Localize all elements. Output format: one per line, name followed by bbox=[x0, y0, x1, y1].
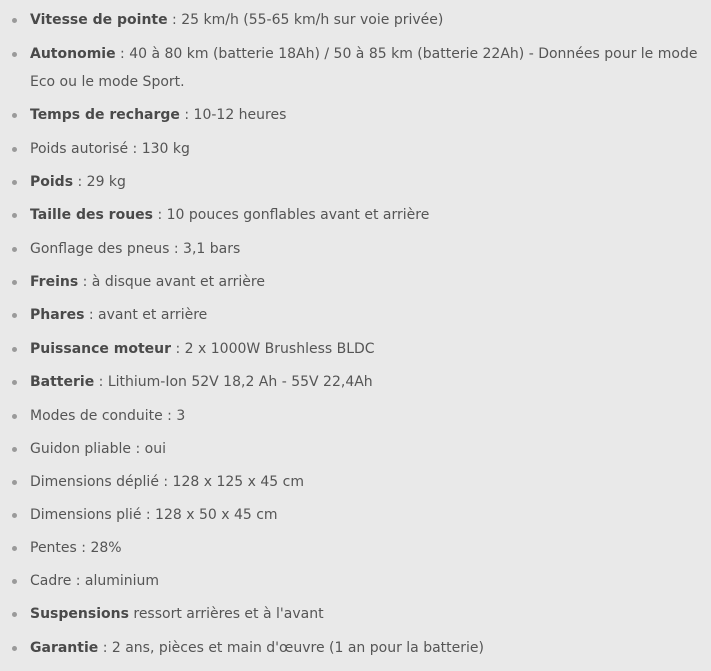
spec-label: Puissance moteur bbox=[30, 341, 172, 357]
spec-text bbox=[30, 466, 304, 499]
spec-text bbox=[30, 4, 443, 37]
spec-label: Poids bbox=[30, 174, 74, 190]
spec-text bbox=[30, 40, 700, 96]
spec-label: Suspensions bbox=[30, 606, 129, 622]
bullet-icon bbox=[12, 52, 17, 57]
spec-value: Modes de conduite : 3 bbox=[30, 408, 186, 424]
spec-text bbox=[30, 532, 122, 565]
spec-label: Batterie bbox=[30, 374, 95, 390]
spec-value: ressort arrières et à l'avant bbox=[128, 606, 324, 622]
bullet-icon bbox=[12, 113, 17, 118]
bullet-icon bbox=[12, 347, 17, 352]
bullet-icon bbox=[12, 280, 17, 285]
bullet-icon bbox=[12, 546, 17, 551]
spec-value: : 10 pouces gonflables avant et arrière bbox=[153, 207, 430, 223]
spec-value: : Lithium-Ion 52V 18,2 Ah - 55V 22,4Ah bbox=[94, 374, 373, 390]
spec-text bbox=[30, 299, 207, 332]
spec-text bbox=[30, 199, 429, 232]
spec-value: : 29 kg bbox=[73, 174, 126, 190]
spec-value: : 2 ans, pièces et main d'œuvre (1 an pour la batterie) bbox=[98, 640, 484, 656]
spec-value: Dimensions déplié : 128 x 125 x 45 cm bbox=[30, 474, 304, 490]
spec-text bbox=[30, 233, 240, 266]
bullet-icon bbox=[12, 313, 17, 318]
spec-label: Vitesse de pointe bbox=[30, 12, 168, 28]
spec-text bbox=[30, 99, 286, 132]
spec-value: Poids autorisé : 130 kg bbox=[30, 141, 190, 157]
spec-label: Phares bbox=[30, 307, 85, 323]
spec-value: Cadre : aluminium bbox=[30, 573, 160, 589]
bullet-icon bbox=[12, 579, 17, 584]
bullet-icon bbox=[12, 180, 17, 185]
spec-label: Freins bbox=[30, 274, 79, 290]
spec-label: Autonomie bbox=[30, 46, 116, 62]
spec-text bbox=[30, 266, 265, 299]
bullet-icon bbox=[12, 414, 17, 419]
bullet-icon bbox=[12, 480, 17, 485]
spec-value: Pentes : 28% bbox=[30, 540, 122, 556]
spec-value: : 2 x 1000W Brushless BLDC bbox=[171, 341, 375, 357]
bullet-icon bbox=[12, 612, 17, 617]
bullet-icon bbox=[12, 447, 17, 452]
spec-value: Guidon pliable : oui bbox=[30, 441, 166, 457]
bullet-icon bbox=[12, 213, 17, 218]
bullet-icon bbox=[12, 247, 17, 252]
spec-value: Gonflage des pneus : 3,1 bars bbox=[30, 241, 241, 257]
spec-text bbox=[30, 632, 484, 665]
bullet-icon bbox=[12, 18, 17, 23]
bullet-icon bbox=[12, 513, 17, 518]
spec-value: : 10-12 heures bbox=[179, 107, 287, 123]
bullet-icon bbox=[12, 380, 17, 385]
spec-label: Taille des roues bbox=[30, 207, 153, 223]
spec-text bbox=[30, 499, 278, 532]
spec-value: Dimensions plié : 128 x 50 x 45 cm bbox=[30, 507, 278, 523]
spec-text bbox=[30, 400, 185, 433]
spec-text bbox=[30, 133, 190, 166]
spec-text bbox=[30, 333, 375, 366]
spec-value: : 40 à 80 km (batterie 18Ah) / 50 à 85 km (batterie 22Ah) - Données pour le mode Eco ou le mode Sport. bbox=[30, 46, 698, 90]
spec-value: : avant et arrière bbox=[84, 307, 208, 323]
spec-text bbox=[30, 598, 324, 631]
spec-label: Garantie bbox=[30, 640, 99, 656]
spec-text bbox=[30, 565, 159, 598]
spec-label: Temps de recharge bbox=[30, 107, 180, 123]
bullet-icon bbox=[12, 646, 17, 651]
spec-text bbox=[30, 166, 126, 199]
bullet-icon bbox=[12, 147, 17, 152]
spec-value: : 25 km/h (55-65 km/h sur voie privée) bbox=[167, 12, 444, 28]
spec-text bbox=[30, 433, 166, 466]
spec-text bbox=[30, 366, 373, 399]
spec-value: : à disque avant et arrière bbox=[78, 274, 265, 290]
